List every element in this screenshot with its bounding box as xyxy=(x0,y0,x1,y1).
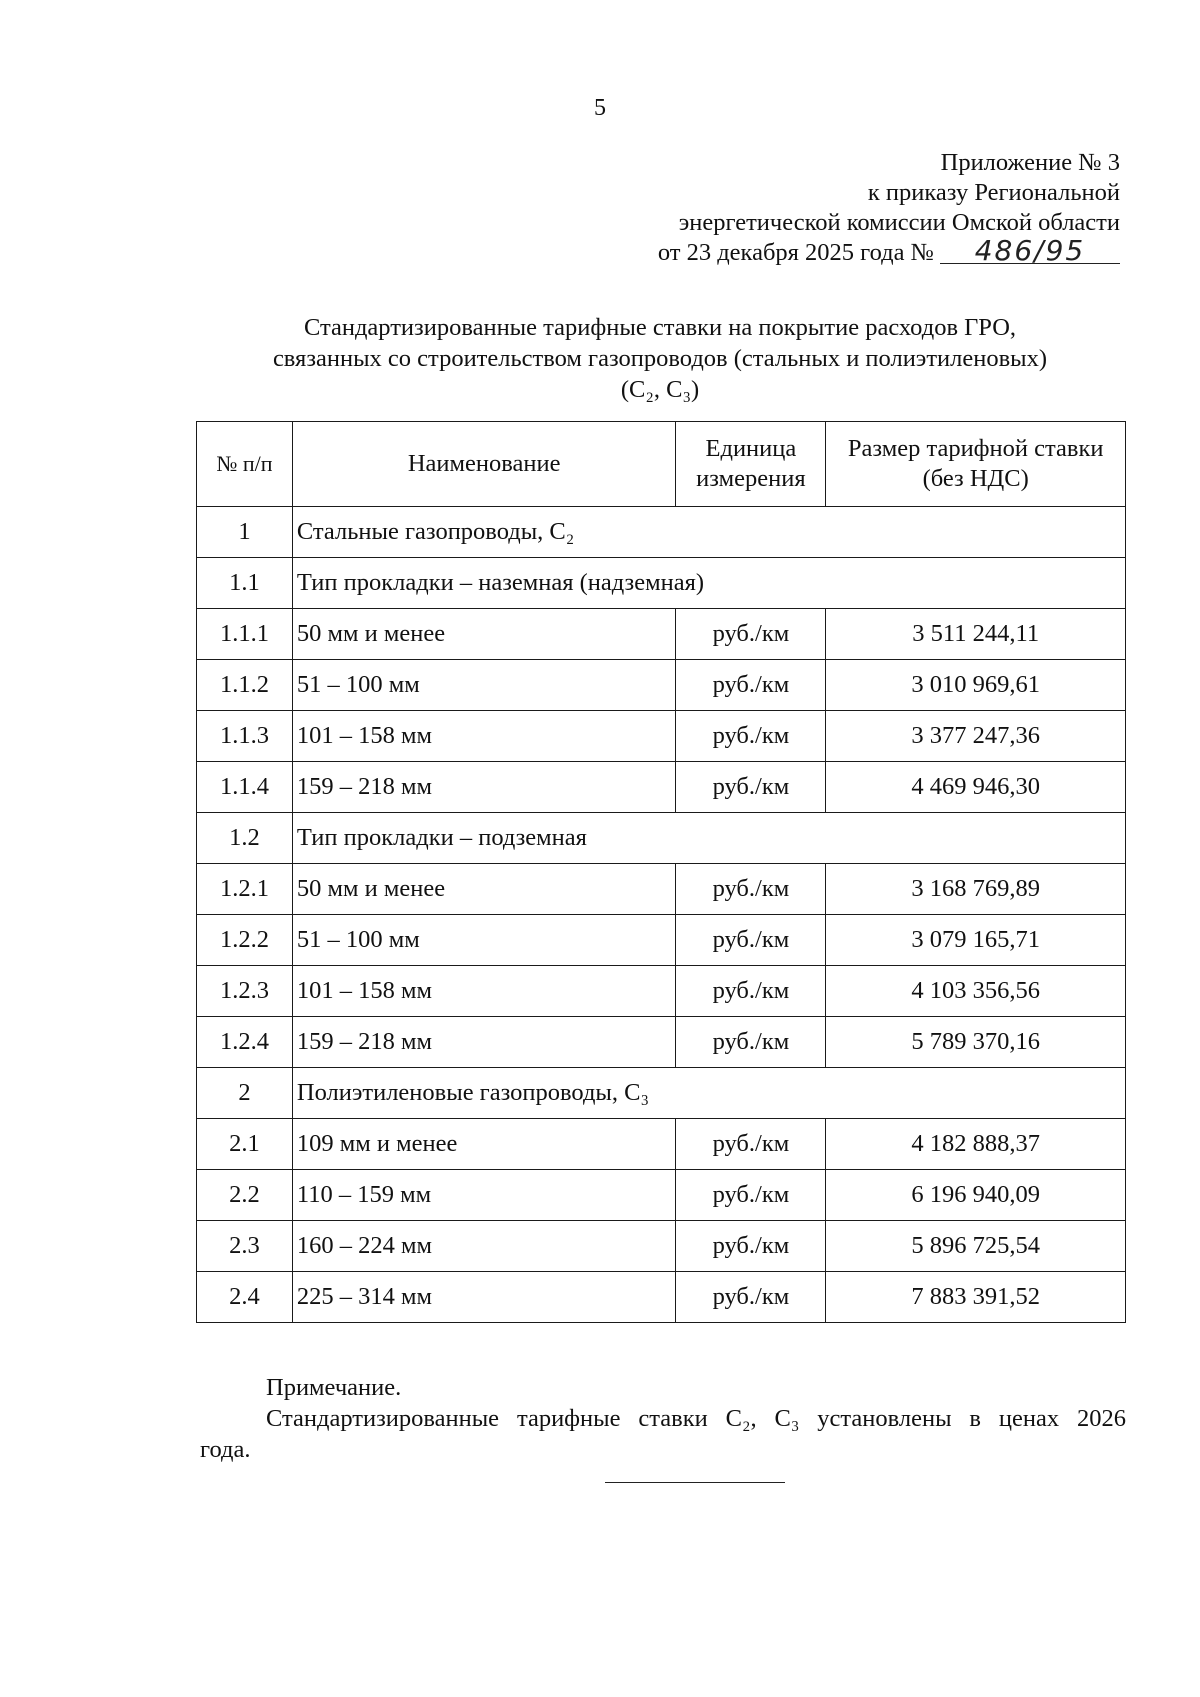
row-name: 51 – 100 мм xyxy=(292,660,676,711)
row-rate: 4 182 888,37 xyxy=(826,1119,1126,1170)
row-unit: руб./км xyxy=(676,660,826,711)
row-name: 50 мм и менее xyxy=(292,864,676,915)
row-rate: 4 103 356,56 xyxy=(826,966,1126,1017)
table-row xyxy=(197,1017,1126,1068)
header-num: № п/п xyxy=(197,422,293,507)
row-rate: 6 196 940,09 xyxy=(826,1170,1126,1221)
row-number: 1.1.2 xyxy=(197,660,293,711)
row-number: 1.1.3 xyxy=(197,711,293,762)
row-name: 101 – 158 мм xyxy=(292,966,676,1017)
row-unit: руб./км xyxy=(676,1017,826,1068)
row-number: 2.2 xyxy=(197,1170,293,1221)
table-row xyxy=(197,1119,1126,1170)
row-rate: 3 511 244,11 xyxy=(826,609,1126,660)
note-label: Примечание. xyxy=(266,1374,402,1401)
table-row xyxy=(197,1170,1126,1221)
table-section-row xyxy=(197,507,1126,558)
row-unit: руб./км xyxy=(676,966,826,1017)
header-name: Наименование xyxy=(292,422,676,507)
row-unit: руб./км xyxy=(676,762,826,813)
appendix-date: от 23 декабря 2025 года № xyxy=(657,239,934,266)
row-unit: руб./км xyxy=(676,1221,826,1272)
row-rate: 5 789 370,16 xyxy=(826,1017,1126,1068)
row-number: 1.2.4 xyxy=(197,1017,293,1068)
row-name: 160 – 224 мм xyxy=(292,1221,676,1272)
header-unit: Единица измерения xyxy=(676,422,826,507)
row-name: 109 мм и менее xyxy=(292,1119,676,1170)
table-row xyxy=(197,915,1126,966)
table-section-row xyxy=(197,558,1126,609)
title-line-2: связанных со строительством газопроводов (стальных и полиэтиленовых) xyxy=(272,345,1048,372)
appendix-authority: энергетической комиссии Омской области xyxy=(678,209,1120,236)
row-rate: 5 896 725,54 xyxy=(826,1221,1126,1272)
appendix-block xyxy=(480,148,1120,268)
header-rate: Размер тарифной ставки (без НДС) xyxy=(826,422,1126,507)
table-row xyxy=(197,1221,1126,1272)
row-number: 1.1.4 xyxy=(197,762,293,813)
page-number: 5 xyxy=(594,95,606,121)
row-rate: 3 377 247,36 xyxy=(826,711,1126,762)
end-divider xyxy=(605,1482,785,1483)
row-name: 51 – 100 мм xyxy=(292,915,676,966)
section-name: Стальные газопроводы, С₂ xyxy=(292,507,1125,558)
row-unit: руб./км xyxy=(676,609,826,660)
row-unit: руб./км xyxy=(676,711,826,762)
row-number: 1.2.1 xyxy=(197,864,293,915)
table-header-row xyxy=(197,422,1126,507)
table-row xyxy=(197,660,1126,711)
appendix-order-ref: к приказу Региональной xyxy=(867,179,1120,206)
row-name: 101 – 158 мм xyxy=(292,711,676,762)
table-row xyxy=(197,864,1126,915)
table-row xyxy=(197,966,1126,1017)
section-name: Тип прокладки – наземная (надземная) xyxy=(292,558,1125,609)
appendix-date-line xyxy=(480,234,1120,268)
tariff-table xyxy=(196,421,1126,1323)
document-title xyxy=(200,312,1120,405)
table-row xyxy=(197,1272,1126,1323)
row-unit: руб./км xyxy=(676,915,826,966)
row-name: 225 – 314 мм xyxy=(292,1272,676,1323)
row-number: 1 xyxy=(197,507,293,558)
row-name: 50 мм и менее xyxy=(292,609,676,660)
row-number: 2.4 xyxy=(197,1272,293,1323)
table-row xyxy=(197,711,1126,762)
row-rate: 3 079 165,71 xyxy=(826,915,1126,966)
row-number: 1.1 xyxy=(197,558,293,609)
row-number: 2.1 xyxy=(197,1119,293,1170)
table-section-row xyxy=(197,813,1126,864)
table-body xyxy=(197,507,1126,1323)
row-rate: 3 168 769,89 xyxy=(826,864,1126,915)
section-name: Полиэтиленовые газопроводы, С₃ xyxy=(292,1068,1125,1119)
row-name: 159 – 218 мм xyxy=(292,762,676,813)
row-number: 1.2 xyxy=(197,813,293,864)
row-number: 2 xyxy=(197,1068,293,1119)
row-number: 1.2.2 xyxy=(197,915,293,966)
row-name: 159 – 218 мм xyxy=(292,1017,676,1068)
row-unit: руб./км xyxy=(676,1119,826,1170)
row-rate: 3 010 969,61 xyxy=(826,660,1126,711)
appendix-title: Приложение № 3 xyxy=(940,149,1120,176)
row-unit: руб./км xyxy=(676,1272,826,1323)
row-unit: руб./км xyxy=(676,1170,826,1221)
row-number: 1.1.1 xyxy=(197,609,293,660)
title-line-1: Стандартизированные тарифные ставки на покрытие расходов ГРО, xyxy=(303,314,1017,341)
row-unit: руб./км xyxy=(676,864,826,915)
row-name: 110 – 159 мм xyxy=(292,1170,676,1221)
section-name: Тип прокладки – подземная xyxy=(292,813,1125,864)
table-row xyxy=(197,762,1126,813)
note-block xyxy=(200,1372,1126,1465)
row-number: 1.2.3 xyxy=(197,966,293,1017)
handwritten-order-number: 486/95 xyxy=(940,239,1120,264)
title-line-3: (С₂, С₃) xyxy=(620,376,700,403)
table-row xyxy=(197,609,1126,660)
row-rate: 7 883 391,52 xyxy=(826,1272,1126,1323)
row-number: 2.3 xyxy=(197,1221,293,1272)
row-rate: 4 469 946,30 xyxy=(826,762,1126,813)
table-section-row xyxy=(197,1068,1126,1119)
note-text: Стандартизированные тарифные ставки С₂, С₃ установлены в ценах 2026 года. xyxy=(200,1405,1126,1463)
